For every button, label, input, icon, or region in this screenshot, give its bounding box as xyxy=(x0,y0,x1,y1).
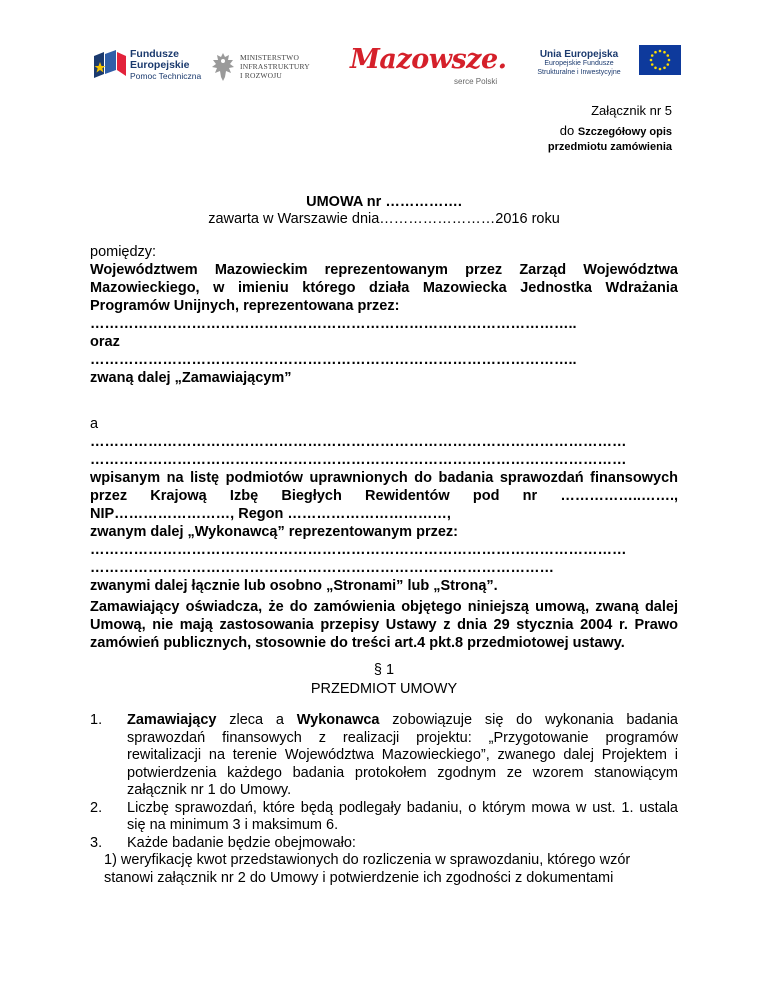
mazowsze-wordmark: Mazowsze. xyxy=(350,44,507,75)
employer-designation: zwaną dalej „Zamawiającym” xyxy=(90,370,292,386)
contract-title: UMOWA nr ……………. xyxy=(306,194,462,210)
item-text: Każde badanie będzie obejmowało: xyxy=(127,834,356,851)
ministry-line3: I ROZWOJU xyxy=(240,71,283,80)
ue-line2: Europejskie Fundusze xyxy=(544,60,614,67)
item-number: 2. xyxy=(90,799,103,816)
employer-line3: Programów Unijnych, reprezentowana przez: xyxy=(90,298,400,314)
item-text-rest: zobowiązuje się do wykonania badania sprawozdań finansowych z realizacji projektu: „Przygotowanie programów rewitalizacji na terenie Województwa Mazowieckiego”, zwanego dalej Projektem i potwierdzenia każdego badania protokołem zgodnym ze wzorem stanowiącym załącznik nr 1 do Umowy. xyxy=(127,712,678,798)
employer-line2: Mazowieckiego, w imieniu którego działa Mazowiecka Jednostka Wdrażania xyxy=(90,280,678,296)
parties-block xyxy=(90,243,678,387)
eagle-emblem-icon xyxy=(210,50,236,84)
list-item xyxy=(90,800,678,835)
item-bold-employer: Zamawiający xyxy=(127,712,217,728)
logo-strip xyxy=(88,40,680,94)
ue-line3: Strukturalne i Inwestycyjne xyxy=(537,68,621,76)
item-text-mid: zleca a xyxy=(216,712,297,728)
ministry-line1: MINISTERSTWO xyxy=(240,53,300,62)
section1-list xyxy=(90,712,678,887)
a-label: a xyxy=(90,416,99,432)
employer-representative-placeholder-2: ……………………………………………………………………………………….. xyxy=(90,352,577,368)
annex-reference xyxy=(560,123,672,138)
contractor-line4: zwanym dalej „Wykonawcą” reprezentowanym przez: xyxy=(90,524,458,540)
unia-europejska-logo xyxy=(523,40,683,94)
annex-prefix: do xyxy=(559,123,575,138)
fe-line1: Fundusze xyxy=(130,48,179,60)
section-heading: PRZEDMIOT UMOWY xyxy=(310,681,458,697)
declaration-block xyxy=(90,598,678,652)
fe-line2: Europejskie xyxy=(130,59,190,71)
mazowsze-tagline: serce Polski xyxy=(454,77,498,86)
and-label: oraz xyxy=(90,334,120,350)
ue-title: Unia Europejska xyxy=(539,49,619,60)
contractor-name-placeholder-2: ………………………………………………………………………………………………… xyxy=(90,452,627,468)
declaration-line3: zamówień publicznych, stosownie do treści art.4 pkt.8 przedmiotowej ustawy. xyxy=(90,635,625,651)
item-bold-contractor: Wykonawca xyxy=(296,712,380,728)
between-label: pomiędzy: xyxy=(90,244,157,260)
contractor-name-placeholder: ………………………………………………………………………………………………… xyxy=(90,434,627,450)
contract-date-line: zawarta w Warszawie dnia……………………2016 roku xyxy=(208,211,560,227)
sub-list-item: 1) weryfikację kwot przedstawionych do rozliczenia w sprawozdaniu, którego wzór stanowi załącznik nr 2 do Umowy i potwierdzenie ich zgodności z dokumentami xyxy=(104,852,631,886)
fundusze-europejskie-logo xyxy=(88,40,208,94)
item-number: 3. xyxy=(90,834,103,851)
annex-subject: przedmiotu zamówienia xyxy=(547,141,672,153)
list-item xyxy=(90,712,678,800)
annex-number: Załącznik nr 5 xyxy=(591,103,672,118)
ministry-logo xyxy=(210,40,320,94)
employer-representative-placeholder: ……………………………………………………………………………………….. xyxy=(90,316,577,332)
contractor-representative-placeholder: ………………………………………………………………………………………………… xyxy=(90,542,627,558)
annex-reference-bold: Szczegółowy opis xyxy=(577,126,672,138)
contractor-line2: przez Krajową Izbę Biegłych Rewidentów pod nr ……………..……., xyxy=(90,488,678,504)
contractor-line3: NIP……………………, Regon ……………………………, xyxy=(90,506,451,522)
parties-collective-designation: zwanymi dalej łącznie lub osobno „Stronami” lub „Stroną”. xyxy=(90,578,498,594)
employer-line1: Województwem Mazowieckim reprezentowanym przez Zarząd Województwa xyxy=(90,262,678,278)
fe-line3: Pomoc Techniczna xyxy=(130,71,202,81)
declaration-line1: Zamawiający oświadcza, że do zamówienia objętego niniejszą umową, zwaną dalej xyxy=(90,599,678,615)
declaration-line2: Umową, nie mają zastosowania przepisy Ustawy z dnia 29 stycznia 2004 r. Prawo xyxy=(90,617,678,633)
list-item xyxy=(90,835,678,853)
section-number: § 1 xyxy=(373,662,395,678)
fundusze-europejskie-mark-icon xyxy=(90,48,128,84)
item-number: 1. xyxy=(90,712,103,728)
contractor-block xyxy=(90,415,678,595)
item-text xyxy=(127,712,678,800)
mazowsze-logo xyxy=(350,40,507,94)
eu-flag-icon xyxy=(639,45,681,75)
ministry-line2: INFRASTRUKTURY xyxy=(240,62,310,71)
item-text: Liczbę sprawozdań, które będą podlegały badaniu, o którym mowa w ust. 1. ustala się na minimum 3 i maksimum 6. xyxy=(127,799,678,833)
contractor-representative-placeholder-2: …………………………………………………………………………………… xyxy=(90,560,554,576)
contractor-line1: wpisanym na listę podmiotów uprawnionych do badania sprawozdań finansowych xyxy=(90,470,678,486)
